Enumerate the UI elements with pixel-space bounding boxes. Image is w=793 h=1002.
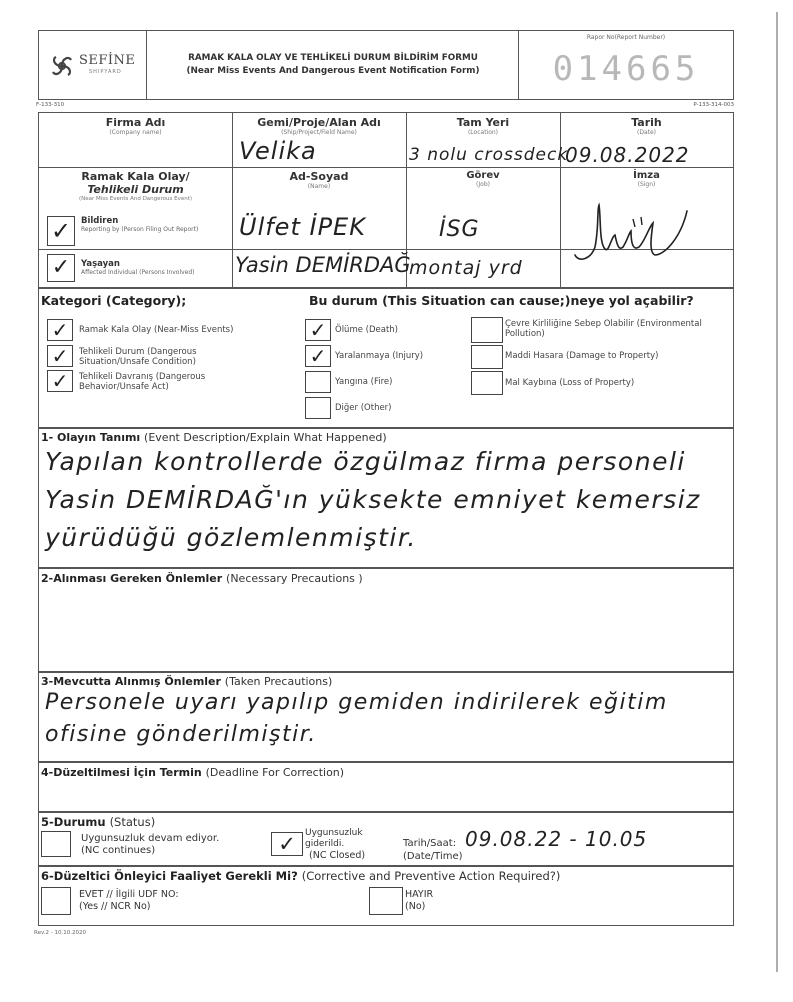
consequence-environment-label: Çevre Kirliliğine Sebep Olabilir (Environmental Pollution) [505,319,702,339]
sign-col-sub: (Sign) [637,181,656,188]
nc-closed-label-cell [305,828,365,861]
affected-checkbox[interactable]: ✓ [47,254,75,282]
affected-job: montaj yrd [409,257,523,279]
company-label: Firma Adı [105,116,166,129]
affected-sub: Affected Individual (Persons Involved) [81,269,195,276]
consequence-injury-checkbox[interactable]: ✓ [305,345,331,367]
affected-label-cell [81,259,231,276]
section-event-description [38,428,734,568]
category-near-miss-label: Ramak Kala Olay (Near-Miss Events) [79,325,234,335]
category-dangerous-situation-checkbox[interactable]: ✓ [47,345,73,367]
job-header [406,170,560,188]
capa-yes-checkbox[interactable] [41,887,71,915]
section-2-title-en: (Necessary Precautions ) [226,572,363,585]
title-cell [147,31,519,99]
section-4-title [41,766,344,779]
location-label: Tam Yeri [456,116,510,129]
company-cell [39,116,232,136]
category-dangerous-behavior-label: Tehlikeli Davranış (Dangerous Behavior/Unsafe Act) [79,372,206,392]
affected-label: Yaşayan [81,259,120,269]
category-title: Kategori (Category); [41,293,187,308]
section-status [38,812,734,866]
section-capa-required [38,866,734,926]
capa-yes-sub: (Yes // NCR No) [79,901,151,912]
job-col-label: Görev [466,170,500,181]
section-5-title-tr: 5-Durumu [41,815,106,829]
sefine-logo-icon [47,51,77,81]
name-header [232,170,406,190]
sign-col-label: İmza [633,170,660,181]
nc-continues-label-cell [81,833,219,857]
nc-closed-label-2: giderildi. [305,839,345,849]
capa-no-label-cell [405,889,433,913]
revision-label: Rev.2 - 10.10.2020 [34,930,87,936]
category-dangerous-situation-label: Tehlikeli Durum (Dangerous Situation/Unsafe Condition) [79,347,197,367]
name-col-label: Ad-Soyad [289,170,349,183]
consequence-injury-label: Yaralanmaya (Injury) [335,351,424,361]
divider [39,249,232,250]
nc-continues-checkbox[interactable] [41,831,71,857]
form-code-right: P-133-314-003 [693,102,734,108]
location-sub: (Location) [467,129,499,136]
category-dangerous-behavior-checkbox[interactable]: ✓ [47,370,73,392]
capa-yes-label-cell [79,889,179,913]
logo-name: SEFİNE [79,53,136,68]
datetime-sub: (Date/Time) [403,851,463,862]
nc-continues-sub: (NC continues) [81,845,156,856]
consequence-environment-checkbox[interactable] [471,317,503,343]
ship-value: Velika [239,137,317,165]
report-number-cell [519,31,733,99]
section-6-title [41,869,560,883]
consequence-loss-label: Mal Kaybına (Loss of Property) [505,378,635,388]
signature-icon [569,197,699,267]
event-description-text[interactable]: Yapılan kontrollerde özgülmaz firma personeli Yasin DEMİRDAĞ'ın yüksekte emniyet kemersiz yürüdüğü gözlemlenmiştir. [45,447,701,552]
consequence-title: Bu durum (This Situation can cause;)neye yol açabilir? [309,293,694,308]
section-1-title-tr: 1- Olayın Tanımı [41,431,141,444]
type-sub: (Near Miss Events And Dangerous Event) [78,196,193,202]
section-2-title-tr: 2-Alınması Gereken Önlemler [41,572,223,585]
near-miss-form [34,30,734,936]
section-3-title-tr: 3-Mevcutta Alınmış Önlemler [41,675,221,688]
divider [232,113,233,287]
section-necessary-precautions [38,568,734,672]
section-deadline [38,762,734,812]
form-header [38,30,734,100]
type-label-1: Ramak Kala Olay/ [81,170,190,183]
nc-continues-label: Uygunsuzluk devam ediyor. [81,833,220,844]
form-title-en: (Near Miss Events And Dangerous Event Notification Form) [186,66,480,76]
type-label-2: Tehlikeli Durum [87,183,184,196]
datetime-label: Tarih/Saat: [403,838,457,849]
taken-precautions-text[interactable]: Personele uyarı yapılıp gemiden indirilerek eğitim ofisine gönderilmiştir. [45,690,668,747]
form-code-left: F-133-310 [36,102,65,108]
consequence-fire-label: Yangına (Fire) [335,377,393,387]
divider [560,113,561,287]
consequence-other-checkbox[interactable] [305,397,331,419]
section-6-title-tr: 6-Düzeltici Önleyici Faaliyet Gerekli Mi? [41,869,298,883]
capa-no-label: HAYIR [405,889,434,900]
type-header [39,170,232,202]
consequence-death-label: Ölüme (Death) [335,325,398,335]
consequence-damage-checkbox[interactable] [471,345,503,369]
form-title-tr: RAMAK KALA OLAY VE TEHLİKELİ DURUM BİLDİRİM FORMU [188,53,478,63]
affected-name: Yasin DEMİRDAĞ [235,253,411,277]
section-5-title [41,815,155,829]
section-4-title-tr: 4-Düzeltilmesi İçin Termin [41,766,202,779]
logo-sub: SHIPYARD [89,69,122,75]
section-2-title [41,572,363,585]
nc-closed-label-1: Uygunsuzluk [305,828,363,838]
name-col-sub: (Name) [307,183,331,190]
datetime-value[interactable]: 09.08.22 - 10.05 [465,827,648,851]
location-value: 3 nolu crossdeck [409,145,569,165]
consequence-other-label: Diğer (Other) [335,403,392,413]
datetime-label-cell [403,837,463,863]
date-label: Tarih [631,116,662,129]
capa-yes-label: EVET // İlgili UDF NO: [79,889,179,900]
section-4-title-en: (Deadline For Correction) [205,766,345,779]
reporter-label-cell [81,216,229,234]
ship-label: Gemi/Proje/Alan Adı [257,116,381,129]
reporter-label: Bildiren [81,216,119,226]
consequence-loss-checkbox[interactable] [471,371,503,395]
report-number: 014665 [552,49,700,89]
capa-no-sub: (No) [405,901,426,912]
report-number-label: Rapor No(Report Number) [586,34,666,41]
capa-no-checkbox[interactable] [369,887,403,915]
sign-header [560,170,733,188]
scanned-page-edge [776,12,778,972]
nc-closed-sub: (NC Closed) [309,850,366,861]
reporter-job: İSG [439,217,480,242]
section-6-title-en: (Corrective and Preventive Action Required?) [301,869,561,883]
job-col-sub: (Job) [476,181,490,188]
location-cell [406,116,560,136]
date-value: 09.08.2022 [565,143,690,167]
consequence-damage-label: Maddi Hasara (Damage to Property) [505,351,659,361]
consequence-fire-checkbox[interactable] [305,371,331,393]
ship-sub: (Ship/Project/Field Name) [281,129,357,136]
divider [39,167,733,168]
reporter-name: Ülfet İPEK [239,213,366,241]
section-3-title-en: (Taken Precautions) [224,675,333,688]
reporter-sub: Reporting by (Person Filing Out Report) [81,226,199,233]
ship-cell [232,116,406,136]
company-sub: (Company name) [109,129,162,136]
section-taken-precautions [38,672,734,762]
section-1-title-en: (Event Description/Explain What Happened) [144,431,387,444]
logo-cell [39,31,147,99]
date-sub: (Date) [636,129,657,136]
info-table [38,112,734,288]
nc-closed-checkbox[interactable]: ✓ [271,832,303,856]
date-cell [560,116,733,136]
category-near-miss-checkbox[interactable]: ✓ [47,319,73,341]
section-5-title-en: (Status) [109,815,156,829]
consequence-death-checkbox[interactable]: ✓ [305,319,331,341]
reporter-checkbox[interactable]: ✓ [47,216,75,246]
category-section [38,288,734,428]
